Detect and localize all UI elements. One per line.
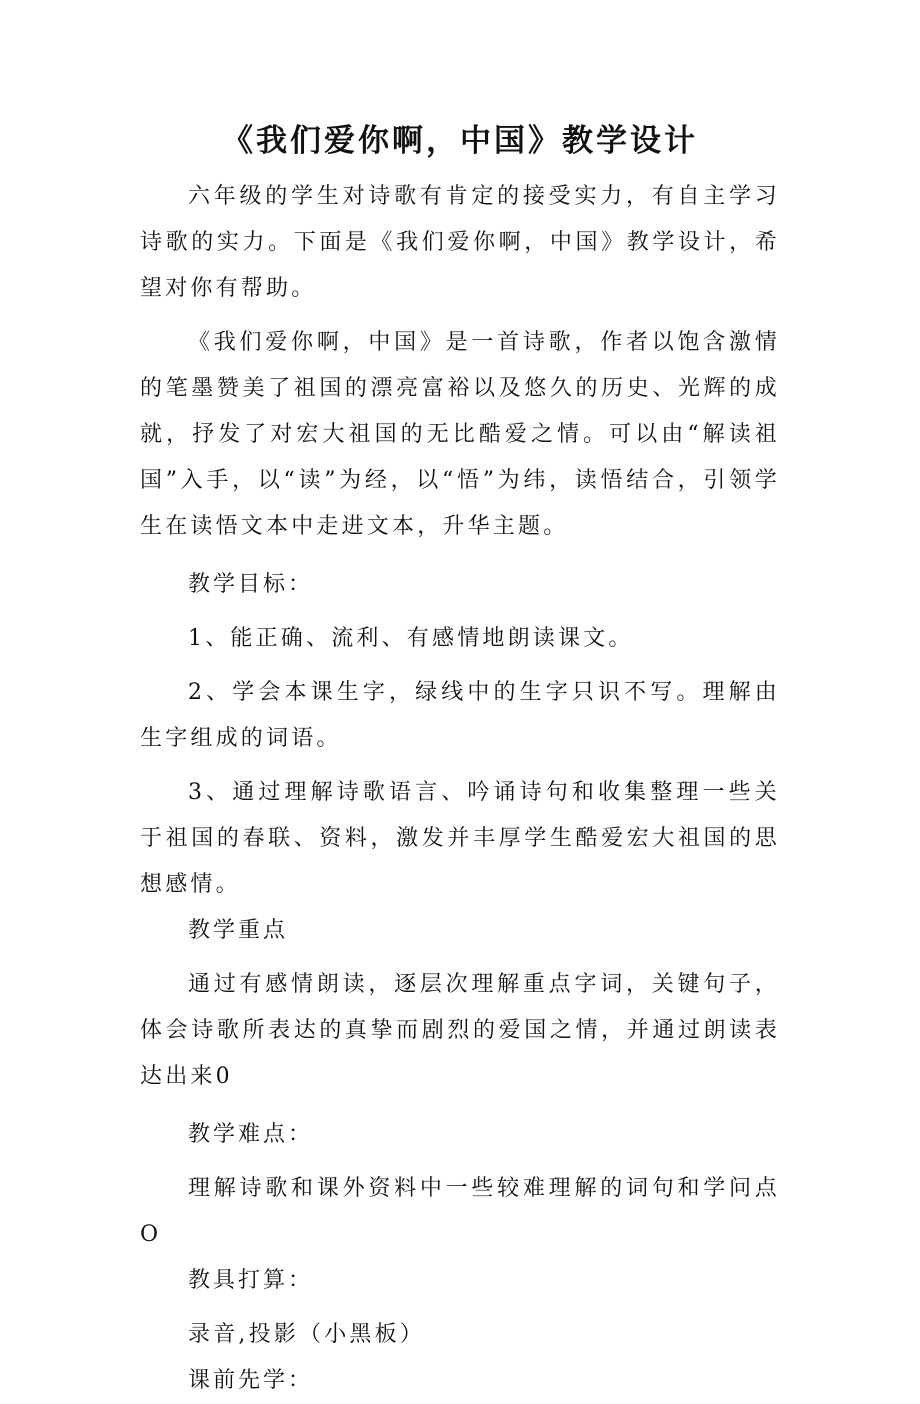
overview-paragraph: 《我们爱你啊，中国》是一首诗歌，作者以饱含激情的笔墨赞美了祖国的漂亮富裕以及悠久的历史、光辉的成就，抒发了对宏大祖国的无比酷爱之情。可以由“解读祖国”入手，以“读”为经，以“悟”为纬，读悟结合，引领学生在读悟文本中走进文本，升华主题。 xyxy=(140,330,780,539)
tools-text: 录音,投影（小黑板） xyxy=(188,1322,425,1347)
difficulty-heading: 教学难点： xyxy=(188,1122,314,1147)
goals-heading: 教学目标： xyxy=(188,572,314,597)
key-points-heading: 教学重点 xyxy=(188,918,289,943)
goal-item-2: 2、学会本课生字，绿线中的生字只识不写。理解由生字组成的词语。 xyxy=(140,680,780,751)
goal-item-3: 3、通过理解诗歌语言、吟诵诗句和收集整理一些关于祖国的春联、资料，激发并丰厚学生酷爱宏大祖国的思想感情。 xyxy=(140,780,780,897)
goal-item-1: 1、能正确、流利、有感情地朗读课文。 xyxy=(188,626,634,651)
key-points-text: 通过有感情朗读，逐层次理解重点字词，关键句子，体会诗歌所表达的真挚而剧烈的爱国之情，并通过朗读表达出来0 xyxy=(140,972,780,1089)
difficulty-text: 理解诗歌和课外资料中一些较难理解的词句和学问点O xyxy=(140,1176,780,1247)
prestudy-heading: 课前先学： xyxy=(188,1368,314,1393)
page-title: 《我们爱你啊，中国》教学设计 xyxy=(222,123,698,159)
intro-paragraph: 六年级的学生对诗歌有肯定的接受实力，有自主学习诗歌的实力。下面是《我们爱你啊，中国》教学设计，希望对你有帮助。 xyxy=(140,184,780,301)
tools-heading: 教具打算： xyxy=(188,1268,314,1293)
